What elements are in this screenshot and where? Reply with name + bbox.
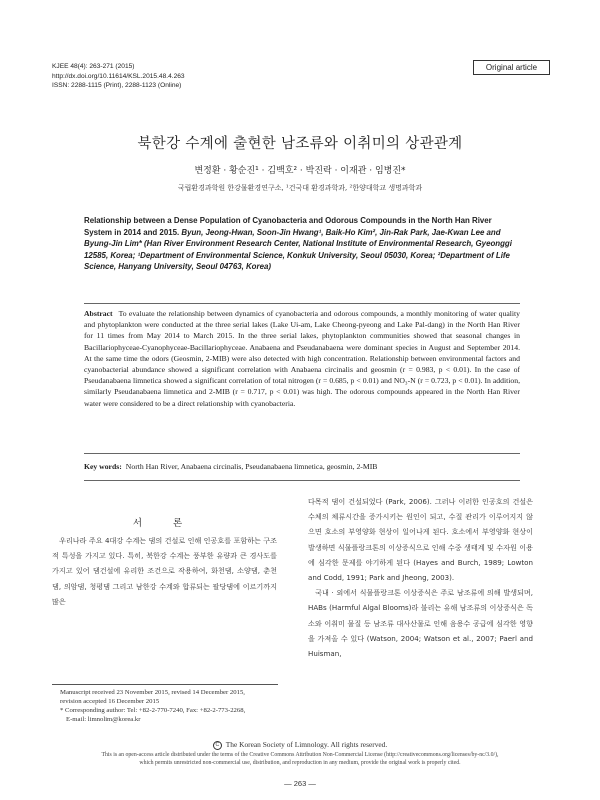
korean-title: 북한강 수계에 출현한 남조류와 이취미의 상관관계 bbox=[137, 136, 463, 152]
received-date: Manuscript received 23 November 2015, revised 14 December 2015, bbox=[60, 689, 245, 696]
body-paragraph: 국내 · 외에서 식물플랑크톤 이상증식은 주로 남조류에 의해 발생되며, HABs (Harmful Algal Blooms)라 불리는 유해 남조류의 이상증식은 독소와 이취미 물질 등 남조류 대사산물로 인해 음용수 공급에 심각한 영향을 가져올 수 있다 (Watson, 2004; Watson et al., 2007; Paerl and Huisman, bbox=[308, 588, 533, 659]
accepted-date: revision accepted 16 December 2015 bbox=[60, 698, 160, 705]
license-line-2: which permits unrestricted non-commercial use, distribution, and reproduction in any medium, provide the original work is properly cited. bbox=[139, 760, 461, 766]
keywords-text: North Han River, Anabaena circinalis, Pseudanabaena limnetica, geosmin, 2-MIB bbox=[125, 462, 378, 471]
abstract bbox=[84, 308, 520, 409]
page-number: — 263 — bbox=[284, 779, 316, 788]
keywords-label: Key words: bbox=[84, 462, 122, 471]
abstract-bottom-rule bbox=[84, 453, 520, 454]
body-column-right bbox=[308, 494, 533, 661]
journal-citation: KJEE 48(4): 263-271 (2015) bbox=[52, 63, 135, 70]
english-title-block bbox=[84, 215, 520, 273]
license-notice bbox=[0, 751, 600, 767]
korean-affiliations: 국립환경과학원 한강물환경연구소, ¹건국대 환경과학과, ²한양대학교 생명과학과 bbox=[177, 184, 423, 192]
journal-meta bbox=[52, 62, 185, 91]
doi-link[interactable]: http://dx.doi.org/10.11614/KSL.2015.48.4.263 bbox=[52, 72, 185, 80]
corresponding-email[interactable]: E-mail: limnolim@korea.kr bbox=[66, 716, 141, 723]
english-title: Relationship between a Dense Population of Cyanobacteria and Odorous Compounds in the North Han River System in 2014 and 2015. bbox=[84, 216, 492, 237]
copyright-icon: C bbox=[213, 741, 222, 750]
abstract-label: Abstract bbox=[84, 309, 113, 318]
copyright-line bbox=[0, 740, 600, 750]
issn-line: ISSN: 2288-1115 (Print), 2288-1123 (Online) bbox=[52, 82, 182, 89]
korean-authors: 변정환 · 황순진¹ · 김백호² · 박진락 · 이재관 · 임병진* bbox=[194, 166, 406, 176]
abstract-top-rule bbox=[84, 303, 520, 304]
article-type-badge: Original article bbox=[473, 60, 550, 75]
footnote-rule bbox=[52, 684, 278, 685]
body-paragraph: 우리나라 주요 4대강 수계는 댐의 건설로 인해 인공호를 포함하는 구조적 특성을 가지고 있다. 특히, 북한강 수계는 풍부한 유량과 큰 경사도를 가지고 있어 댐건설에 유리한 조건으로 작용하여, 화천댐, 소양댐, 춘천댐, 의암댐, 청평댐 그리고 남한강 수계와 합류되는 팔당댐에 이르기까지 많은 bbox=[52, 536, 277, 606]
keywords-bottom-rule bbox=[84, 480, 520, 481]
section-heading-introduction: 서 론 bbox=[132, 518, 197, 529]
license-line-1: This is an open-access article distributed under the terms of the Creative Commons Attribution Non-Commercial License (http://creativecommons.org/licenses/by-nc/3.0/), bbox=[101, 752, 499, 758]
manuscript-footnote bbox=[60, 688, 285, 724]
abstract-text: To evaluate the relationship between dynamics of cyanobacteria and odorous compounds, a monthly monitoring of water quality and phytoplankton were conducted at the three serial lakes (Lake Ui-am, Lake Cheong-pyeong and Lake Pal-dang) in the North Han River for 11 times from May 2014 to March 2015. In the three serial lakes, phytoplankton communities showed that seasonal changes in Bacillariophyceae-Cyanophyceae-Bacillariophyceae. Anabaena and Pseudanabaena were dominant species in August and September 2014. At the same time the odors (Geosmin, 2-MIB) were also detected with high concentration. Relationship between environmental factors and cyanobacterial abundance showed a significant correlation with Anabaena circinalis and geosmin (r = 0.983, p < 0.01). In the case of Pseudanabaena limnetica showed a significant correlation of total nitrogen (r = 0.685, p < 0.01) and NO₃-N (r = 0.723, p < 0.01). In addition, similarly Pseudanabaena limnetica and 2-MIB (r = 0.717, p < 0.01) was high. The odorous compounds appeared in the North Han River water were considered to be a direct relationship with cyanobacteria. bbox=[84, 309, 520, 408]
keywords bbox=[84, 461, 520, 472]
copyright-text: The Korean Society of Limnology. All rights reserved. bbox=[225, 740, 388, 749]
body-column-left bbox=[52, 533, 277, 609]
body-paragraph: 다목적 댐이 건설되었다 (Park, 2006). 그러나 이러한 인공호의 건설은 수체의 체류시간을 증가시키는 원인이 되고, 수질 관리가 이루어지지 않으면 호소의 부영양화 현상이 일어나게 된다. 호소에서 부영양화 현상이 발생하면 식물플랑크톤의 이상증식으로 인해 수중 생태계 및 수자원 이용에 심각한 문제를 야기하게 된다 (Hayes and Burch, 1989; Lowton and Codd, 1991; Park and Jheong, 2003). bbox=[308, 497, 533, 583]
english-authors-affiliations: Byun, Jeong-Hwan, Soon-Jin Hwang¹, Baik-Ho Kim², Jin-Rak Park, Jae-Kwan Lee and Byung-Jin Lim* (Han River Environment Research Center, National Institute of Environmental Research, Gyeonggi 12585, Korea; ¹Department of Environmental Science, Konkuk University, Seoul 05030, Korea; ²Department of Life Science, Hanyang University, Seoul 04763, Korea) bbox=[84, 227, 512, 271]
corresponding-author: * Corresponding author: Tel: +82-2-770-7240, Fax: +82-2-773-2268, bbox=[60, 707, 246, 714]
